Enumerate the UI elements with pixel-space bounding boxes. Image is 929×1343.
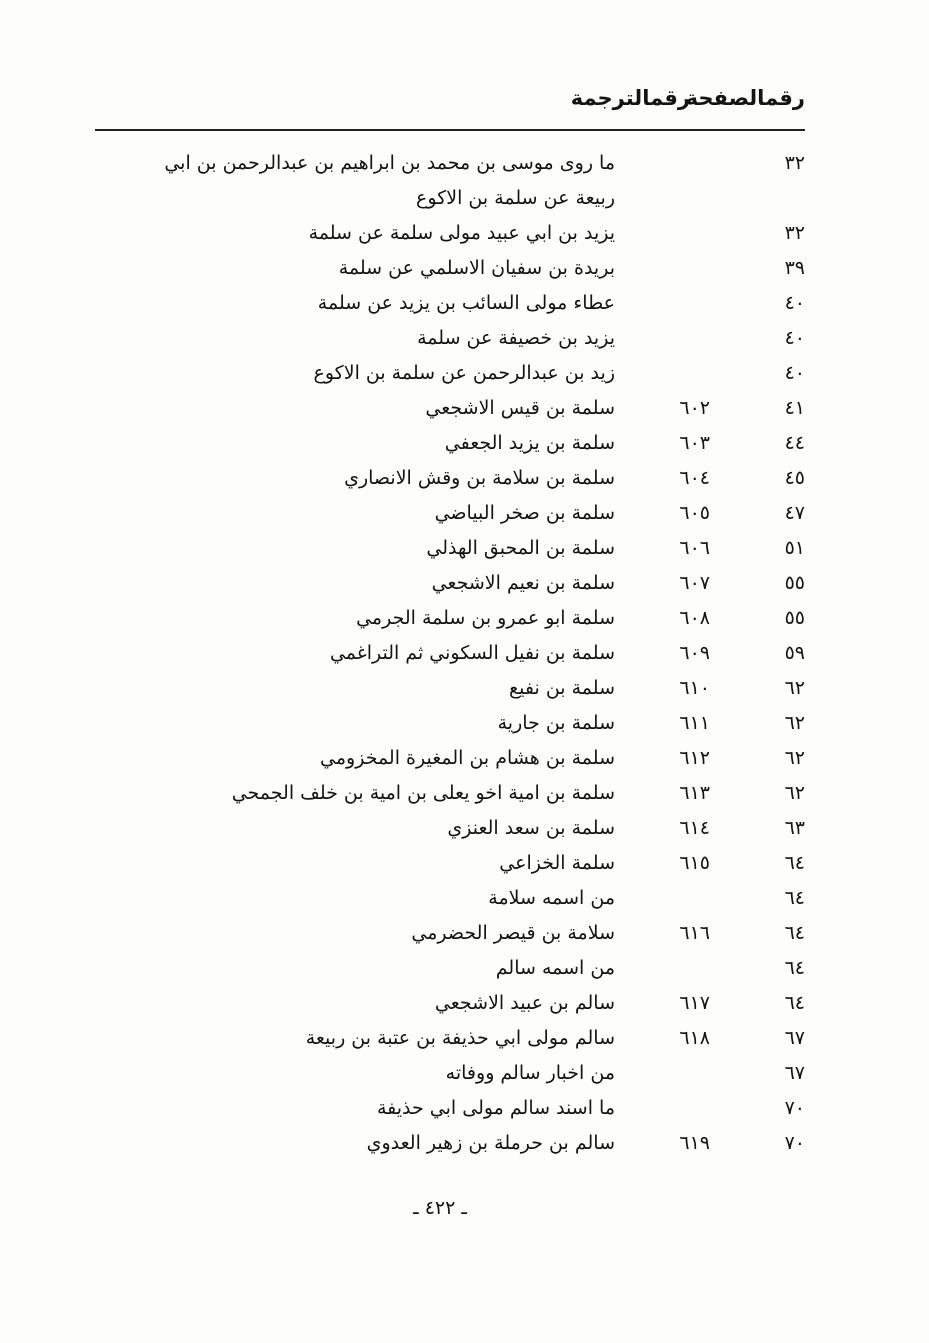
page-number: ٥٥: [784, 607, 805, 629]
translation-number-column-header: رقمالترجمة: [570, 86, 690, 110]
translation-number: ٦٠٢: [679, 397, 710, 419]
index-entry: [0, 671, 929, 706]
entry-title: يزيد بن خصيفة عن سلمة: [417, 327, 615, 349]
page-number: ٦٤: [784, 992, 805, 1014]
translation-number: ٦١٤: [679, 817, 710, 839]
entry-title: سلمة الخزاعي: [499, 852, 615, 874]
entry-title: من اسمه سالم: [495, 957, 615, 979]
translation-number: ٦٠٧: [679, 572, 710, 594]
translation-number: ٦١٥: [679, 852, 710, 874]
page-number: ٥٩: [784, 642, 805, 664]
entry-title: سلمة بن نفيع: [509, 677, 615, 699]
entry-title: سلمة بن صخر البياضي: [434, 502, 615, 524]
translation-number: ٦١٩: [679, 1132, 710, 1154]
entry-title: زيد بن عبدالرحمن عن سلمة بن الاكوع: [313, 362, 615, 384]
page-number: ٧٠: [784, 1132, 805, 1154]
page-number: ٦٣: [784, 817, 805, 839]
index-entry: [0, 146, 929, 181]
entry-title: سلمة بن سعد العنزي: [447, 817, 615, 839]
header-divider: [95, 129, 805, 131]
translation-number: ٦٠٥: [679, 502, 710, 524]
entry-title: سالم بن عبيد الاشجعي: [434, 992, 615, 1014]
entry-title: سلامة بن قيصر الحضرمي: [411, 922, 615, 944]
index-entry: [0, 531, 929, 566]
translation-number: ٦٠٤: [679, 467, 710, 489]
entry-title: ما اسند سالم مولى ابي حذيفة: [376, 1097, 615, 1119]
page-number: ٦٤: [784, 852, 805, 874]
entry-title: عطاء مولى السائب بن يزيد عن سلمة: [317, 292, 615, 314]
page-number: ٦٤: [784, 887, 805, 909]
translation-number: ٦١٦: [679, 922, 710, 944]
page-number: ٦٢: [784, 782, 805, 804]
index-entry: [0, 776, 929, 811]
entry-title: من اسمه سلامة: [488, 887, 615, 909]
entry-title: سلمة بن جارية: [497, 712, 615, 734]
entry-title: سالم بن حرملة بن زهير العدوي: [366, 1132, 615, 1154]
entry-title: سالم مولى ابي حذيفة بن عتبة بن ربيعة: [305, 1027, 615, 1049]
translation-number: ٦١١: [679, 712, 710, 734]
page-number: ٦٢: [784, 677, 805, 699]
index-entry: [0, 216, 929, 251]
page-number: ٥٥: [784, 572, 805, 594]
entry-title: سلمة بن سلامة بن وقش الانصاري: [344, 467, 615, 489]
entry-title: يزيد بن ابي عبيد مولى سلمة عن سلمة: [308, 222, 615, 244]
index-entry: [0, 356, 929, 391]
index-entry: [0, 1126, 929, 1161]
entry-title: سلمة بن قيس الاشجعي: [425, 397, 615, 419]
page-number: ٤٠: [784, 327, 805, 349]
index-entry: [0, 951, 929, 986]
index-entry: [0, 811, 929, 846]
page-number: ٤٠: [784, 292, 805, 314]
page-number: ٣٢: [784, 152, 805, 174]
page-number: ٣٢: [784, 222, 805, 244]
entry-title: سلمة ابو عمرو بن سلمة الجرمي: [356, 607, 615, 629]
page-number-column-header: رقمالصفحة: [685, 86, 805, 110]
index-entry: [0, 636, 929, 671]
index-entry: [0, 1021, 929, 1056]
page-number: ٦٢: [784, 747, 805, 769]
index-entry: [0, 321, 929, 356]
page-number: ٦٧: [784, 1062, 805, 1084]
entry-title: ربيعة عن سلمة بن الاكوع: [416, 187, 615, 209]
entry-title: سلمة بن نفيل السكوني ثم التراغمي: [329, 642, 615, 664]
index-entry: [0, 496, 929, 531]
translation-number: ٦١٨: [679, 1027, 710, 1049]
page-number: ٣٩: [784, 257, 805, 279]
entry-title: من اخبار سالم ووفاته: [445, 1062, 615, 1084]
entry-title: سلمة بن امية اخو يعلى بن امية بن خلف الجمحي: [231, 782, 615, 804]
translation-number: ٦٠٩: [679, 642, 710, 664]
entry-title: سلمة بن هشام بن المغيرة المخزومي: [320, 747, 615, 769]
translation-number: ٦٠٣: [679, 432, 710, 454]
translation-number: ٦١٢: [679, 747, 710, 769]
entry-title: بريدة بن سفيان الاسلمي عن سلمة: [338, 257, 615, 279]
index-entry: [0, 881, 929, 916]
index-entry: [0, 461, 929, 496]
index-entry: [0, 916, 929, 951]
page-number: ٦٤: [784, 922, 805, 944]
index-entry: [0, 846, 929, 881]
index-entry: [0, 391, 929, 426]
page-number: ٦٢: [784, 712, 805, 734]
page-number: ٦٤: [784, 957, 805, 979]
index-entry: [0, 286, 929, 321]
entry-title: سلمة بن المحبق الهذلي: [426, 537, 615, 559]
translation-number: ٦١٣: [679, 782, 710, 804]
page-number: ٧٠: [784, 1097, 805, 1119]
index-entry: [0, 601, 929, 636]
index-entry-continuation: [0, 181, 929, 216]
entry-title: ما روى موسى بن محمد بن ابراهيم بن عبدالرحمن بن ابي: [164, 152, 615, 174]
page-number: ٤٥: [784, 467, 805, 489]
page-number: ٤٧: [784, 502, 805, 524]
footer-page-number: ـ ٤٢٢ ـ: [413, 1197, 467, 1219]
translation-number: ٦٠٨: [679, 607, 710, 629]
index-entry: [0, 1091, 929, 1126]
page-number: ٤٠: [784, 362, 805, 384]
page-number: ٤١: [784, 397, 805, 419]
entry-title: سلمة بن يزيد الجعفي: [444, 432, 615, 454]
translation-number: ٦٠٦: [679, 537, 710, 559]
index-list: [0, 146, 929, 1161]
index-entry: [0, 741, 929, 776]
index-entry: [0, 566, 929, 601]
index-entry: [0, 1056, 929, 1091]
index-entry: [0, 426, 929, 461]
page-number: ٦٧: [784, 1027, 805, 1049]
translation-number: ٦١٧: [679, 992, 710, 1014]
entry-title: سلمة بن نعيم الاشجعي: [431, 572, 615, 594]
index-entry: [0, 251, 929, 286]
index-entry: [0, 986, 929, 1021]
page-number: ٥١: [784, 537, 805, 559]
index-entry: [0, 706, 929, 741]
translation-number: ٦١٠: [679, 677, 710, 699]
page-number: ٤٤: [784, 432, 805, 454]
